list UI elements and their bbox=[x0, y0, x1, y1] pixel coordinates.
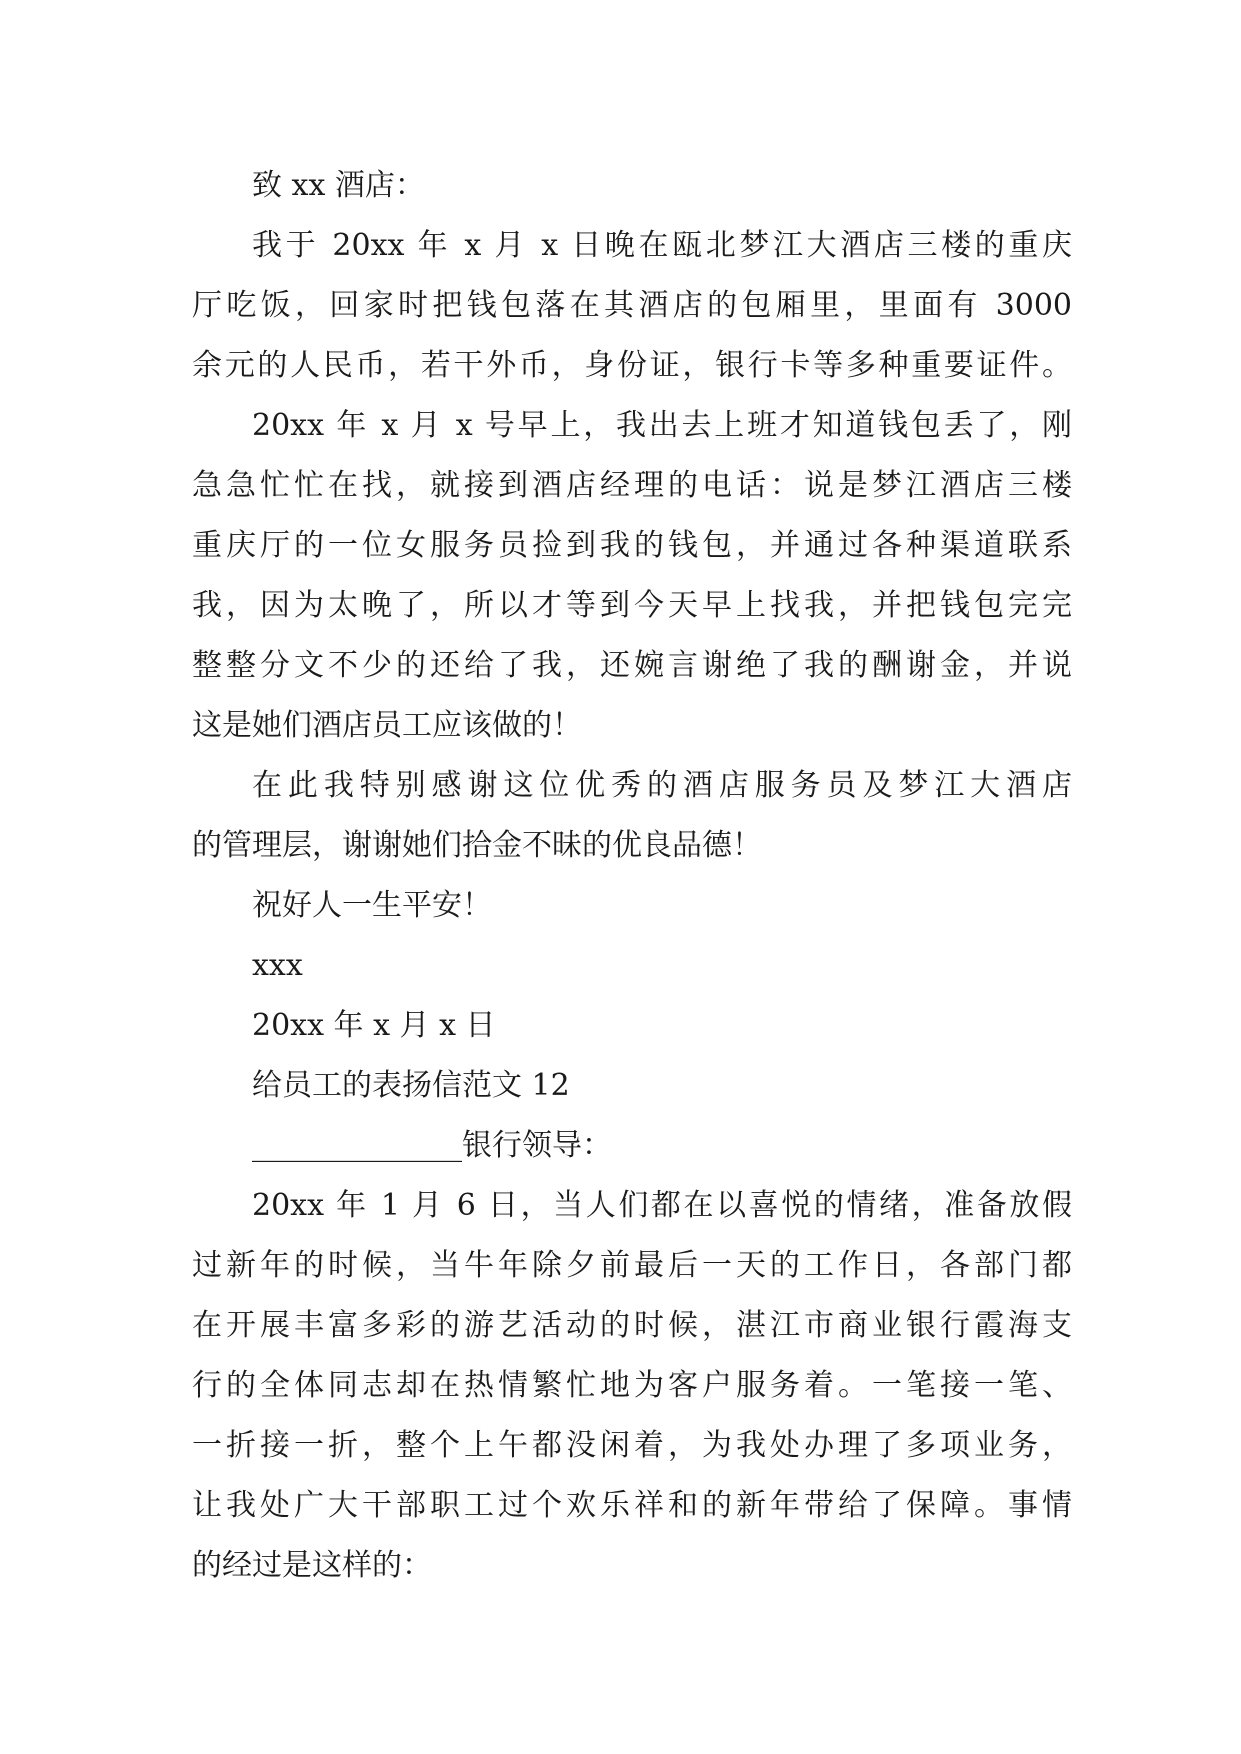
letter-body bbox=[192, 156, 1072, 1596]
paragraph-line: 余元的人民币，若干外币，身份证，银行卡等多种重要证件。 bbox=[192, 348, 1072, 383]
paragraph-line: 整整分文不少的还给了我，还婉言谢绝了我的酬谢金，并说 bbox=[192, 648, 1072, 683]
recipient-line: ______________银行领导： bbox=[252, 1128, 612, 1163]
paragraph-line: 急急忙忙在找，就接到酒店经理的电话：说是梦江酒店三楼 bbox=[192, 468, 1072, 503]
paragraph-1 bbox=[192, 216, 1072, 396]
letter-date: 20xx 年 x 月 x 日 bbox=[252, 1008, 496, 1043]
paragraph-line: 过新年的时候，当牛年除夕前最后一天的工作日，各部门都 bbox=[192, 1248, 1072, 1283]
paragraph-line: 20xx 年 x 月 x 号早上，我出去上班才知道钱包丢了，刚 bbox=[252, 408, 1072, 443]
paragraph-3 bbox=[192, 756, 1072, 876]
signature: xxx bbox=[252, 948, 303, 983]
paragraph-line: 的经过是这样的： bbox=[192, 1548, 432, 1583]
paragraph-line: 的管理层，谢谢她们拾金不昧的优良品德！ bbox=[192, 828, 762, 863]
paragraph-line: 在开展丰富多彩的游艺活动的时候，湛江市商业银行霞海支 bbox=[192, 1308, 1072, 1343]
paragraph-line: 我，因为太晚了，所以才等到今天早上找我，并把钱包完完 bbox=[192, 588, 1072, 623]
paragraph-line: 一折接一折，整个上午都没闲着，为我处办理了多项业务， bbox=[192, 1428, 1072, 1463]
paragraph-line: 20xx 年 1 月 6 日，当人们都在以喜悦的情绪，准备放假 bbox=[252, 1188, 1072, 1223]
paragraph-line: 重庆厅的一位女服务员捡到我的钱包，并通过各种渠道联系 bbox=[192, 528, 1072, 563]
paragraph-line: 让我处广大干部职工过个欢乐祥和的新年带给了保障。事情 bbox=[192, 1488, 1072, 1523]
paragraph-2 bbox=[192, 396, 1072, 756]
greeting: 致 xx 酒店： bbox=[252, 168, 425, 203]
paragraph-line: 厅吃饭，回家时把钱包落在其酒店的包厢里，里面有 3000 bbox=[192, 288, 1072, 323]
paragraph-4 bbox=[192, 1176, 1072, 1596]
paragraph-line: 行的全体同志却在热情繁忙地为客户服务着。一笔接一笔、 bbox=[192, 1368, 1072, 1403]
paragraph-line: 这是她们酒店员工应该做的！ bbox=[192, 708, 582, 743]
blessing: 祝好人一生平安！ bbox=[252, 888, 492, 923]
paragraph-line: 我于 20xx 年 x 月 x 日晚在瓯北梦江大酒店三楼的重庆 bbox=[252, 228, 1072, 263]
section-title: 给员工的表扬信范文 12 bbox=[252, 1068, 570, 1103]
paragraph-line: 在此我特别感谢这位优秀的酒店服务员及梦江大酒店 bbox=[252, 768, 1072, 803]
